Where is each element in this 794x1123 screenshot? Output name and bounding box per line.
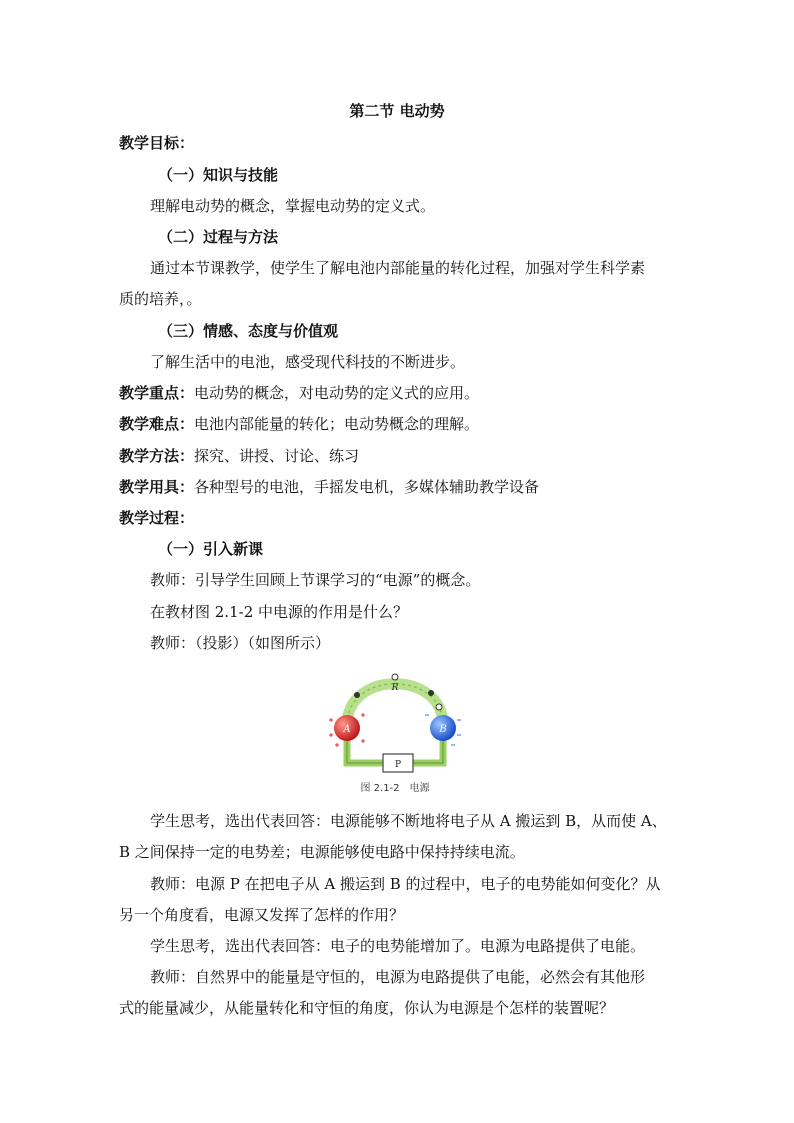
key-points-label: 教学重点： bbox=[119, 384, 195, 402]
figure-power-source bbox=[327, 665, 463, 799]
section-2-text-line2: 质的培养，。 bbox=[119, 290, 202, 308]
paragraph-7-line1: 教师：自然界中的能量是守恒的，电源为电路提供了电能，必然会有其他形 bbox=[150, 968, 646, 986]
section-1-text: 理解电动势的概念，掌握电动势的定义式。 bbox=[150, 197, 436, 215]
section-3-heading: （三）情感、态度与价值观 bbox=[158, 322, 339, 340]
objectives-heading: 教学目标： bbox=[119, 134, 195, 152]
difficulties-text: 电池内部能量的转化；电动势概念的理解。 bbox=[194, 415, 480, 433]
paragraph-1: 教师：引导学生回顾上节课学习的“电源”的概念。 bbox=[150, 571, 481, 589]
figure-caption: 图 2.1-2 电源 bbox=[360, 783, 430, 794]
step-1-heading: （一）引入新课 bbox=[158, 540, 264, 558]
label-a: A bbox=[343, 724, 351, 735]
paragraph-4-line1: 学生思考，选出代表回答：电源能够不断地将电子从 A 搬运到 B，从而使 A、 bbox=[150, 812, 667, 830]
electron-dot bbox=[428, 690, 434, 696]
electron-dot bbox=[392, 674, 398, 680]
methods-label: 教学方法： bbox=[119, 447, 195, 465]
key-points-row bbox=[119, 383, 679, 403]
key-points-text: 电动势的概念，对电动势的定义式的应用。 bbox=[194, 384, 480, 402]
page-title: 第二节 电动势 bbox=[349, 102, 445, 120]
tools-text: 各种型号的电池，手摇发电机，多媒体辅助教学设备 bbox=[194, 478, 540, 496]
tools-label: 教学用具： bbox=[119, 478, 195, 496]
label-b: B bbox=[439, 724, 447, 735]
section-3-text: 了解生活中的电池，感受现代科技的不断进步。 bbox=[150, 353, 466, 371]
section-2-text-line1: 通过本节课教学，使学生了解电池内部能量的转化过程，加强对学生科学素 bbox=[150, 259, 646, 277]
paragraph-7-line2: 式的能量减少，从能量转化和守恒的角度，你认为电源是个怎样的装置呢？ bbox=[119, 999, 615, 1017]
label-p: P bbox=[394, 760, 402, 770]
paragraph-3: 教师：（投影）（如图所示） bbox=[150, 634, 331, 652]
electron-dot bbox=[436, 704, 442, 710]
paragraph-4-line2: B 之间保持一定的电势差；电源能够使电路中保持持续电流。 bbox=[119, 843, 525, 861]
label-r: R bbox=[391, 683, 399, 693]
difficulties-label: 教学难点： bbox=[119, 415, 195, 433]
methods-row bbox=[119, 446, 679, 466]
paragraph-6: 学生思考，选出代表回答：电子的电势能增加了。电源为电路提供了电能。 bbox=[150, 937, 646, 955]
section-1-heading: （一）知识与技能 bbox=[158, 166, 279, 184]
tools-row bbox=[119, 477, 679, 497]
electron-dot bbox=[354, 692, 360, 698]
difficulties-row bbox=[119, 414, 679, 434]
methods-text: 探究、讲授、讨论、练习 bbox=[194, 447, 360, 465]
paragraph-5-line1: 教师：电源 P 在把电子从 A 搬运到 B 的过程中，电子的电势能如何变化？从 bbox=[150, 875, 661, 893]
paragraph-5-line2: 另一个角度看，电源又发挥了怎样的作用？ bbox=[119, 906, 405, 924]
paragraph-2: 在教材图 2.1-2 中电源的作用是什么？ bbox=[150, 603, 409, 621]
section-2-heading: （二）过程与方法 bbox=[158, 228, 279, 246]
process-heading: 教学过程： bbox=[119, 509, 195, 527]
circuit-diagram bbox=[327, 665, 463, 777]
